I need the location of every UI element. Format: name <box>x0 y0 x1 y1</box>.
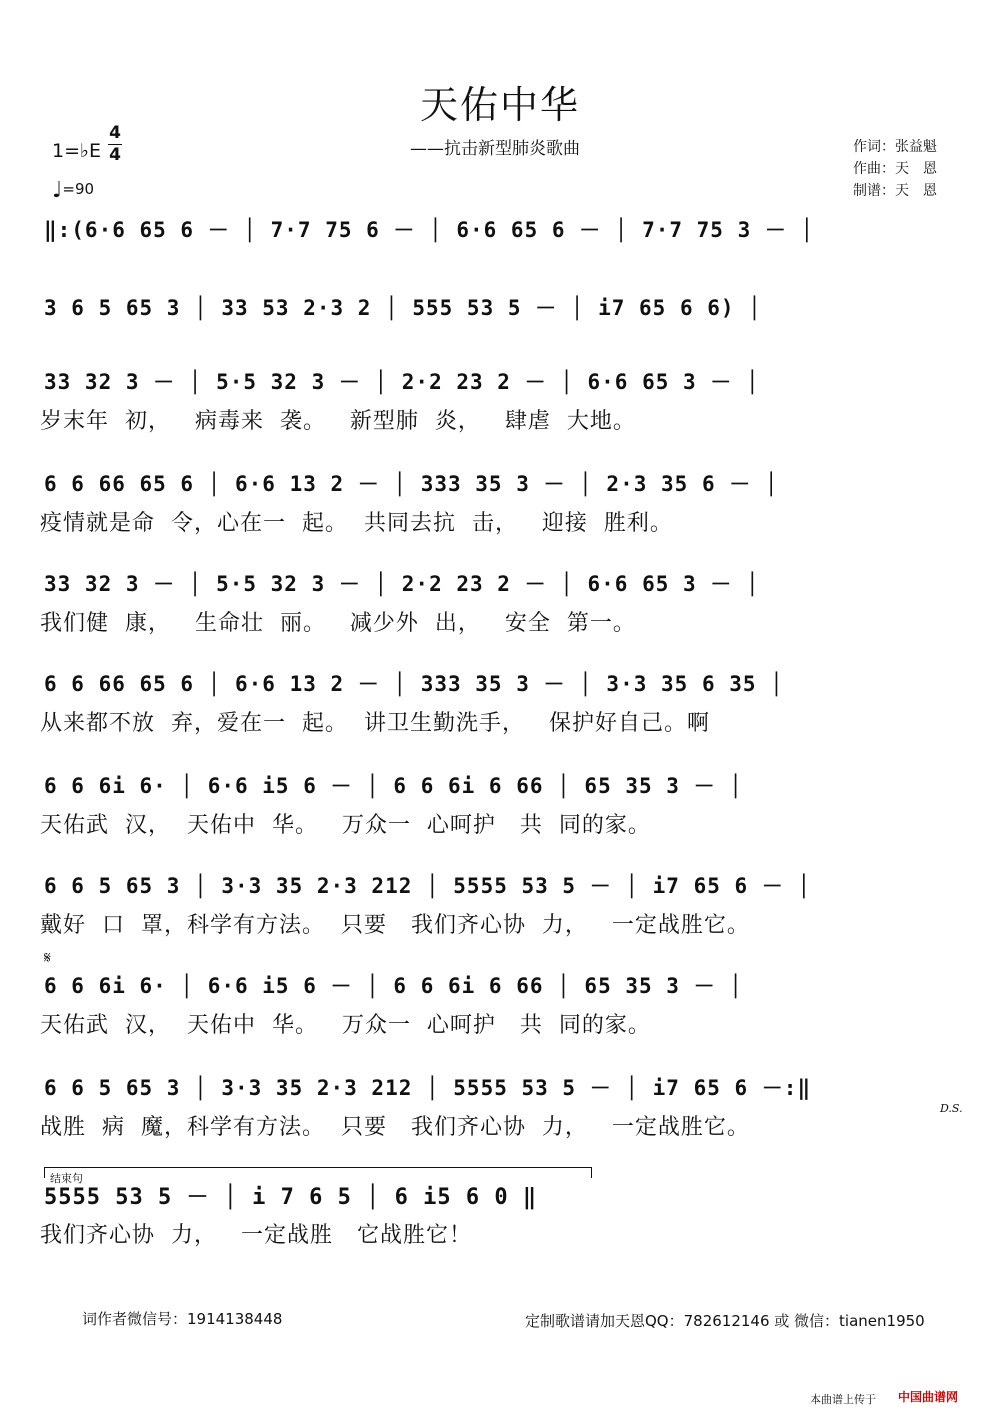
site-logo: 中国曲谱网 <box>898 1390 959 1404</box>
key-signature: 1=♭E <box>52 140 101 162</box>
credit-composer: 作曲：天 恩 <box>853 161 937 177</box>
contact-info: 定制歌谱请加天恩QQ：782612146 或 微信：tianen1950 <box>525 1312 925 1330</box>
upload-note: 本曲谱上传于 <box>810 1393 876 1406</box>
lyrics-line: 战胜 病 魔，科学有方法。 只要 我们齐心协 力， 一定战胜它。 <box>40 1115 750 1140</box>
ending-bracket <box>44 1167 592 1178</box>
notation-line: 6 6 6i 6· │ 6·6 i5 6 － │ 6 6 6i 6 66 │ 65 35 3 － │ <box>44 774 743 798</box>
ending-label: 结束句 <box>50 1172 83 1185</box>
notation-line: 6 6 5 65 3 │ 3·3 35 2·3 212 │ 5555 53 5 － │ i7 65 6 －:‖ <box>44 1076 812 1100</box>
lyrics-line: 天佑武 汉， 天佑中 华。 万众一 心呵护 共 同的家。 <box>40 1013 651 1038</box>
lyrics-line: 岁末年 初， 病毒来 袭。 新型肺 炎， 肆虐 大地。 <box>40 409 636 434</box>
credit-transcriber: 制谱：天 恩 <box>853 183 937 199</box>
time-signature-bottom: 4 <box>109 145 121 165</box>
ds-marking: D.S. <box>940 1102 963 1115</box>
notation-line: 6 6 5 65 3 │ 3·3 35 2·3 212 │ 5555 53 5 － │ i7 65 6 － │ <box>44 874 812 898</box>
time-signature-top: 4 <box>109 123 121 143</box>
notation-line: 33 32 3 － │ 5·5 32 3 － │ 2·2 23 2 － │ 6·6 65 3 － │ <box>44 370 760 394</box>
lyrics-line: 从来都不放 弃，爱在一 起。 讲卫生勤洗手， 保护好自己。啊 <box>40 711 710 736</box>
notation-line: 6 6 6i 6· │ 6·6 i5 6 － │ 6 6 6i 6 66 │ 65 35 3 － │ <box>44 974 743 998</box>
notation-line: 3 6 5 65 3 │ 33 53 2·3 2 │ 555 53 5 － │ i7 65 6 6) │ <box>44 296 762 320</box>
lyrics-line: 戴好 口 罩，科学有方法。 只要 我们齐心协 力， 一定战胜它。 <box>40 913 750 938</box>
tempo-marking <box>52 178 94 203</box>
lyrics-line: 我们齐心协 力， 一定战胜 它战胜它！ <box>40 1223 472 1248</box>
notation-line: 5555 53 5 － │ i 7 6 5 │ 6 i5 6 0 ‖ <box>44 1185 538 1210</box>
segno-icon: 𝄋 <box>44 948 51 967</box>
lyrics-line: 我们健 康， 生命壮 丽。 减少外 出， 安全 第一。 <box>40 611 636 636</box>
notation-line: 33 32 3 － │ 5·5 32 3 － │ 2·2 23 2 － │ 6·6 65 3 － │ <box>44 572 760 596</box>
notation-line: ‖:(6·6 65 6 － │ 7·7 75 6 － │ 6·6 65 6 － │ 7·7 75 3 － │ <box>44 218 815 242</box>
notation-line: 6 6 66 65 6 │ 6·6 13 2 － │ 333 35 3 － │ 3·3 35 6 35 │ <box>44 672 784 696</box>
credit-lyricist: 作词：张益魁 <box>853 139 937 155</box>
quarter-note-icon: ♩ <box>52 178 63 203</box>
tempo-value: =90 <box>62 180 95 198</box>
song-title: 天佑中华 <box>419 83 580 127</box>
lyricist-wechat: 词作者微信号：1914138448 <box>82 1310 283 1328</box>
song-subtitle: ——抗击新型肺炎歌曲 <box>410 139 580 159</box>
lyrics-line: 天佑武 汉， 天佑中 华。 万众一 心呵护 共 同的家。 <box>40 813 651 838</box>
notation-line: 6 6 66 65 6 │ 6·6 13 2 － │ 333 35 3 － │ 2·3 35 6 － │ <box>44 472 779 496</box>
lyrics-line: 疫情就是命 令，心在一 起。 共同去抗 击， 迎接 胜利。 <box>40 511 673 536</box>
time-signature <box>108 124 122 165</box>
